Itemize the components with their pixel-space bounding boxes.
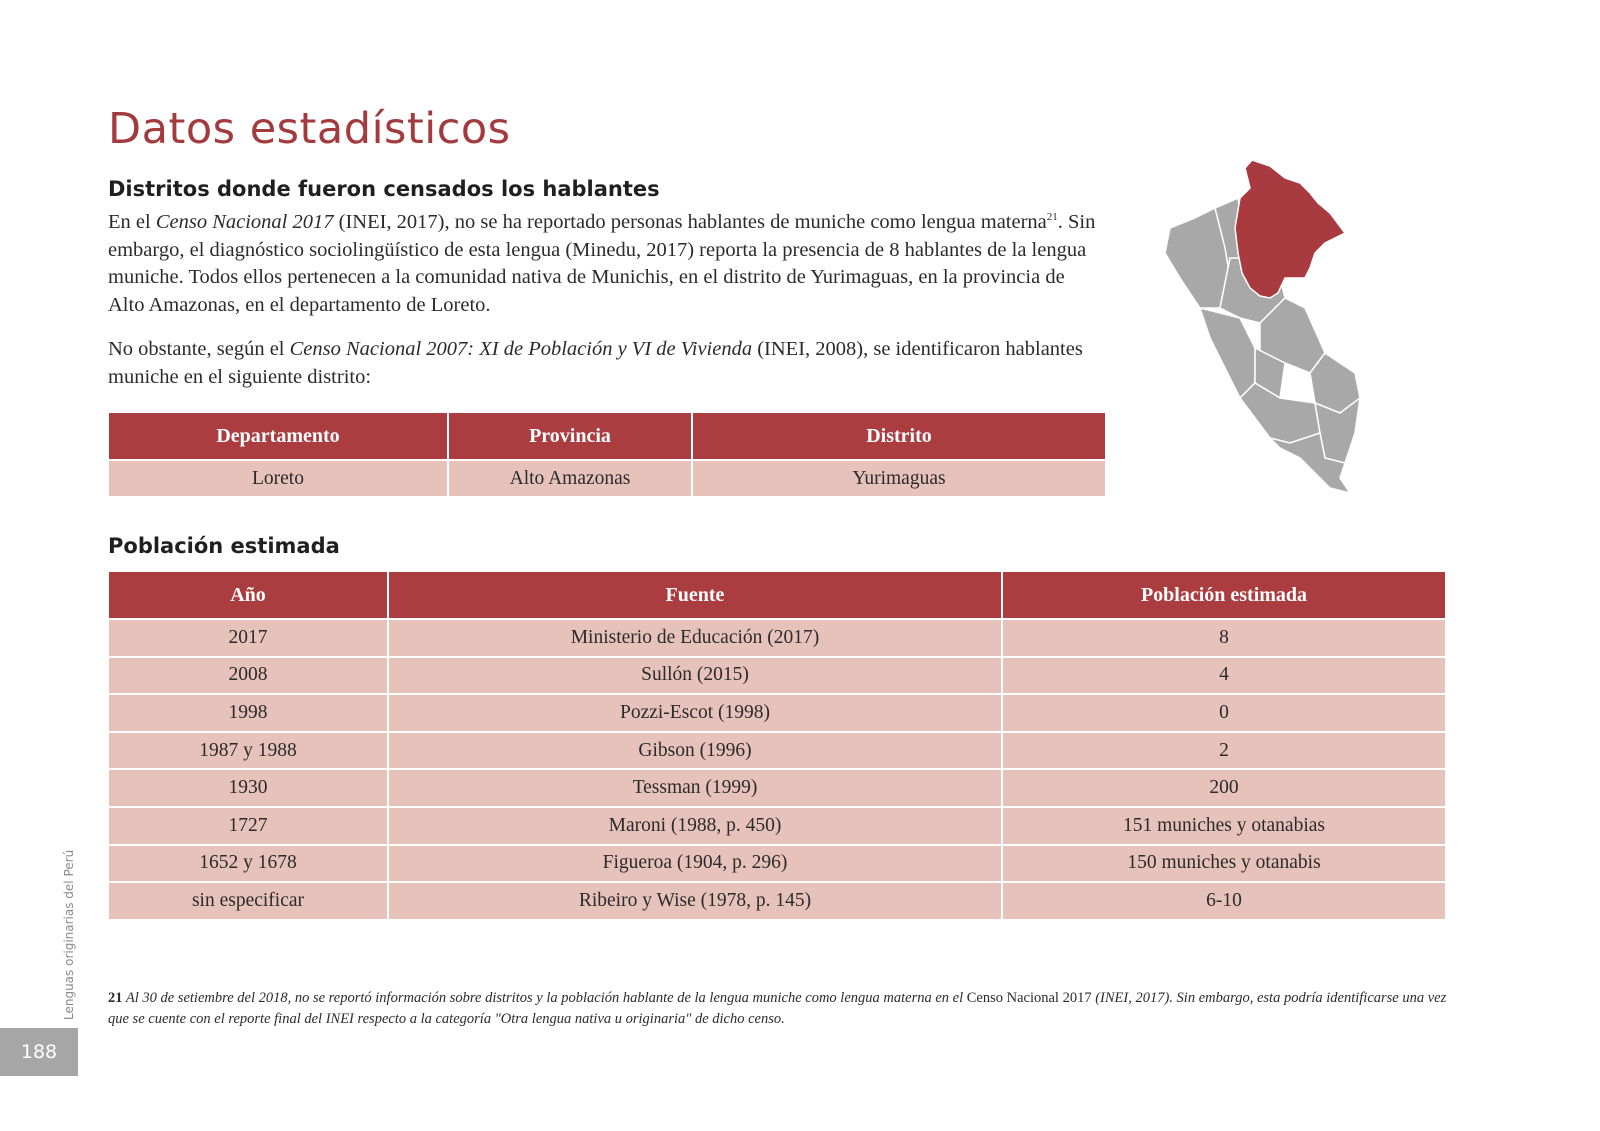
cell-departamento: Loreto	[109, 461, 447, 496]
cell-source: Ministerio de Educación (2017)	[389, 620, 1001, 656]
cell-population: 0	[1003, 695, 1445, 731]
table-row	[109, 620, 1445, 656]
paragraph-census-2007: No obstante, según el Censo Nacional 2007: XI de Población y VI de Vivienda (INEI, 2008), se identificaron hablantes muniche en el siguiente distrito:	[108, 338, 1083, 388]
cell-source: Pozzi-Escot (1998)	[389, 695, 1001, 731]
section-heading-population: Población estimada	[108, 534, 340, 558]
cell-provincia: Alto Amazonas	[449, 461, 691, 496]
cell-year: 1727	[109, 808, 387, 844]
page-title: Datos estadísticos	[108, 104, 511, 154]
cell-distrito: Yurimaguas	[693, 461, 1105, 496]
cell-source: Maroni (1988, p. 450)	[389, 808, 1001, 844]
cell-source: Sullón (2015)	[389, 658, 1001, 694]
header-departamento: Departamento	[109, 413, 447, 459]
cell-population: 8	[1003, 620, 1445, 656]
cell-source: Gibson (1996)	[389, 733, 1001, 769]
header-distrito: Distrito	[693, 413, 1105, 459]
cell-year: 1930	[109, 770, 387, 806]
running-header-label: Lenguas originarias del Perú	[62, 849, 76, 1020]
cell-population: 4	[1003, 658, 1445, 694]
table-row	[109, 846, 1445, 882]
section-heading-districts: Distritos donde fueron censados los hablantes	[108, 177, 660, 201]
cell-year: 1652 y 1678	[109, 846, 387, 882]
header-poblacion: Población estimada	[1003, 572, 1445, 618]
cell-source: Ribeiro y Wise (1978, p. 145)	[389, 883, 1001, 919]
peru-map	[1160, 158, 1400, 508]
footnote-number: 21	[108, 990, 123, 1006]
cell-population: 150 muniches y otanabis	[1003, 846, 1445, 882]
header-fuente: Fuente	[389, 572, 1001, 618]
cell-population: 6-10	[1003, 883, 1445, 919]
cell-source: Figueroa (1904, p. 296)	[389, 846, 1001, 882]
cell-source: Tessman (1999)	[389, 770, 1001, 806]
cell-population: 200	[1003, 770, 1445, 806]
cell-year: 1987 y 1988	[109, 733, 387, 769]
district-table	[107, 411, 1107, 498]
table-row	[109, 658, 1445, 694]
population-table	[107, 570, 1447, 921]
cell-year: sin especificar	[109, 883, 387, 919]
table-row	[109, 461, 1105, 496]
header-provincia: Provincia	[449, 413, 691, 459]
cell-year: 2008	[109, 658, 387, 694]
table-row	[109, 808, 1445, 844]
paragraph-census-2017: En el Censo Nacional 2017 (INEI, 2017), no se ha reportado personas hablantes de muniche como lengua materna$^{21}$. Sin embargo, el diagnóstico sociolingüístico de esta lengua (Minedu, 2017) reporta la presencia de 8 hablantes de la lengua muniche. Todos ellos pertenecen a la comunidad nativa de Munichis, en el distrito de Yurimaguas, en la provincia de Alto Amazonas, en el departamento de Loreto.	[108, 211, 1096, 316]
table-row	[109, 733, 1445, 769]
table-row	[109, 695, 1445, 731]
cell-year: 1998	[109, 695, 387, 731]
map-region-loreto	[1235, 160, 1345, 298]
map-region-central-coast	[1200, 308, 1255, 398]
cell-population: 151 muniches y otanabias	[1003, 808, 1445, 844]
cell-year: 2017	[109, 620, 387, 656]
table-row	[109, 883, 1445, 919]
page-number: 188	[0, 1028, 78, 1076]
header-ano: Año	[109, 572, 387, 618]
footnote-ref[interactable]: 21	[1046, 211, 1058, 224]
cell-population: 2	[1003, 733, 1445, 769]
table-row	[109, 770, 1445, 806]
footnote: 21 Al 30 de setiembre del 2018, no se reportó información sobre distritos y la población hablante de la lengua muniche como lengua materna en el Censo Nacional 2017 (INEI, 2017). Sin embargo, esta podría identificarse una vez que se cuente con el reporte final del INEI respecto a la categoría "Otra lengua nativa u originaria" de dicho censo.	[108, 990, 1447, 1027]
